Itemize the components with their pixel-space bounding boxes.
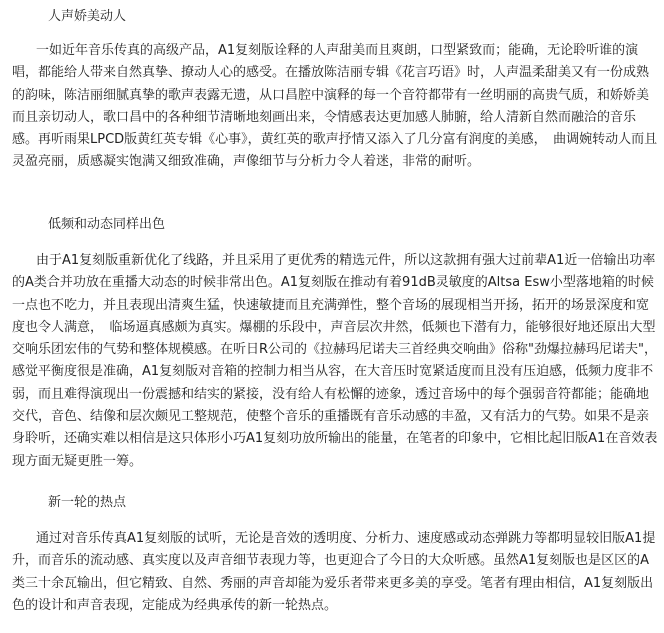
section-body-vocals: 一如近年音乐传真的高级产品，A1复刻版诠释的人声甜美而且爽朗，口型紧致而；能确，无论聆听谁的演唱，都能给人带来自然真挚、撩动人心的感受。在播放陈洁丽专辑《花言巧语》时，人声温柔甜美又有一份成熟的韵味，陈洁丽细腻真挚的歌声表露无遗，从口昌腔中演释的每一个音符都带有一丝明丽的高贵气质，和娇娇美而且亲切动人，歌口昌中的各种细节清晰地刻画出来，令情感表达更加感人肺腑，给人清新自然而融洽的音乐感。再听雨果LPCD版黄红英专辑《心事》，黄红英的歌声抒情又添入了几分富有润度的美感， 曲调婉转动人而且灵盈亮丽，质感凝实饱满又细致准确，声像细节与分析力令人着迷，非常的耐听。 (12, 43, 658, 170)
section-body-bass-dynamics: 由于A1复刻版重新优化了线路，并且采用了更优秀的精选元件，所以这款拥有强大过前辈A1近一倍输出功率的A类合并功放在重播大动态的时候非常出色。A1复刻版在推动有着91dB灵敏度的Altsa Esw小型落地箱的时候一点也不吃力，并且表现出清爽生猛，快速敏捷而且充满弹性，整个音场的展现相当开扬，拓开的场景深度和宽度也令人满意， 临场逼真感颇为真实。爆棚的乐段中，声音层次井然，低频也下潜有力，能够很好地还原出大型交响乐团宏伟的气势和整体规模感。在听日R公司的《拉赫玛尼诺夫三首经典交响曲》俗称"劲爆拉赫玛尼诺夫"，感觉平衡度很是准确，A1复刻版对音箱的控制力相当从容，在大音压时宽紧适度而且没有压迫感，低频力度非不弱，而且难得演现出一份震撼和结实的紧接，没有给人有松懈的迹象，透过音场中的每个强弱音符都能；能确地交代，音色、结像和层次颇见工整规范，使整个音乐的重播既有音乐动感的丰盈，又有活力的气势。如果不是亲身聆听，还确实难以相信是这只体形小巧A1复刻功放所输出的能量，在笔者的印象中，它相比起旧版A1在音效表现方面无疑更胜一筹。 (12, 253, 658, 469)
section-heading-vocals: 人声娇美动人 (48, 9, 127, 24)
section-body-new-hotspot: 通过对音乐传真A1复刻版的试听，无论是音效的透明度、分析力、速度感或动态弹跳力等都明显较旧版A1提升，而音乐的流动感、真实度以及声音细节表现力等，也更迎合了今日的大众听感。虽然A1复刻版也是区区的A类三十余瓦输出，但它精致、自然、秀丽的声音却能为爱乐者带来更多美的享受。笔者有理由相信，A1复刻版出色的设计和声音表现，定能成为经典承传的新一轮热点。 (12, 531, 656, 613)
section-heading-new-hotspot: 新一轮的热点 (48, 495, 127, 510)
section-heading-bass-dynamics: 低频和动态同样出色 (48, 217, 166, 232)
